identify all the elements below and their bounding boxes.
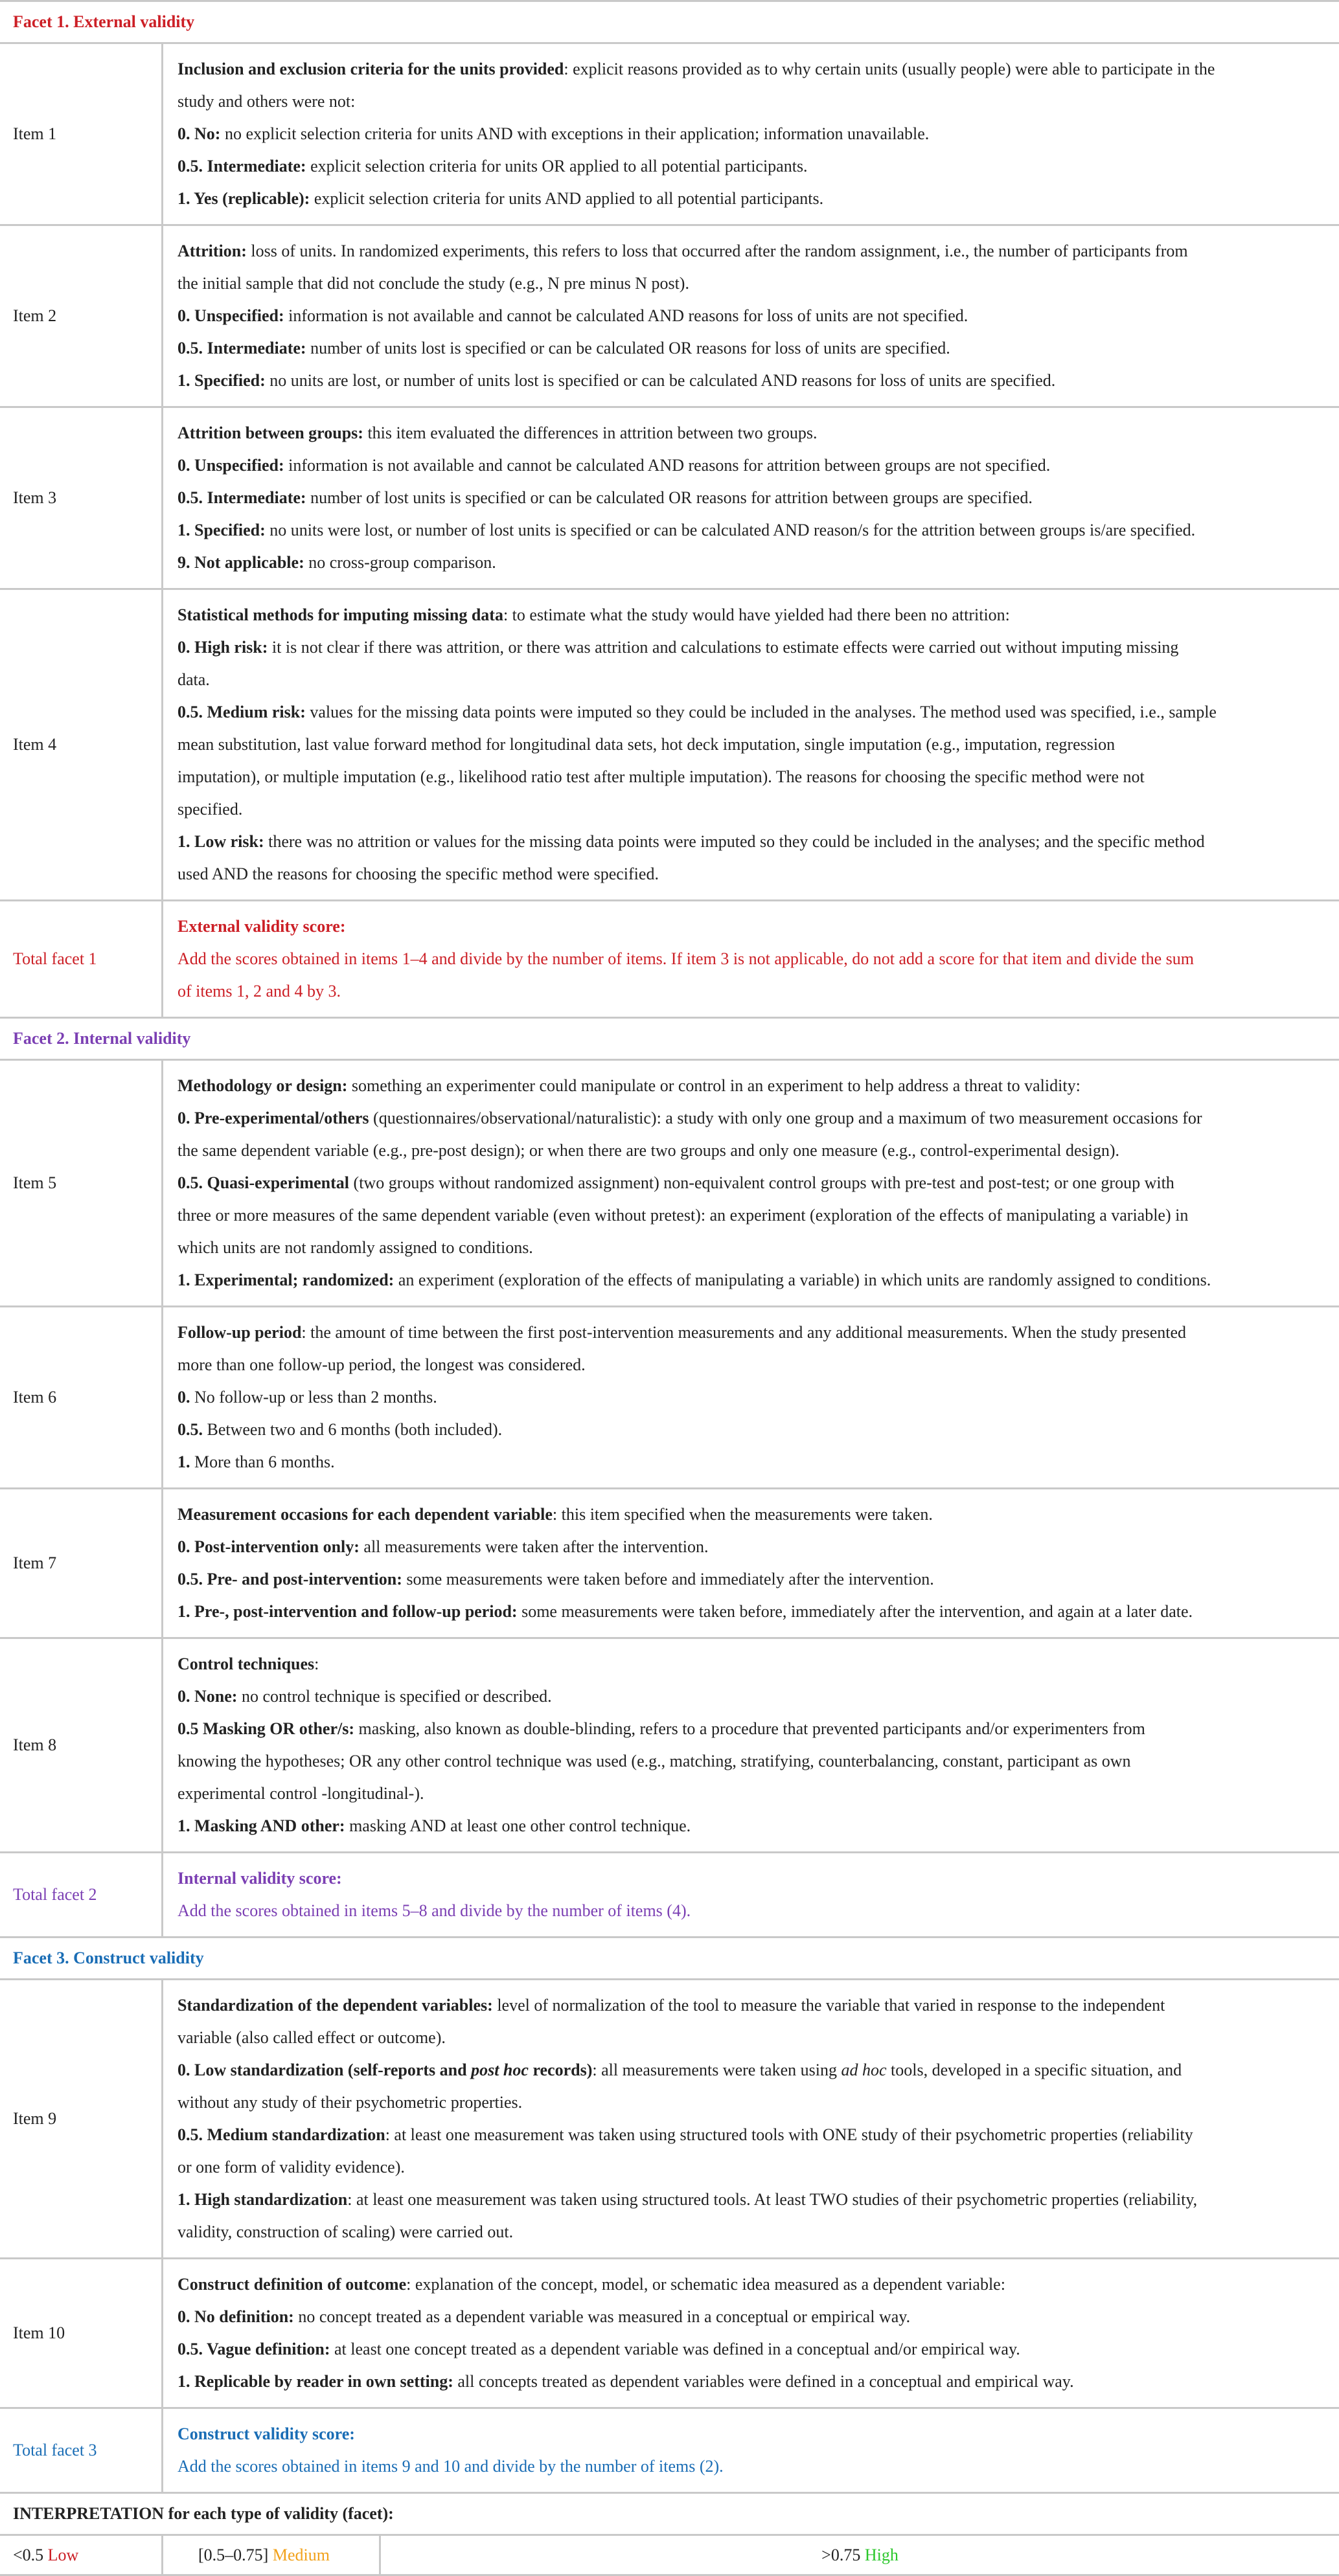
- text-line: [177, 235, 1330, 267]
- text-segment: variable (also called effect or outcome).: [177, 2028, 446, 2047]
- text-line: [177, 1531, 1330, 1563]
- text-line: [177, 2418, 1330, 2450]
- item-row: [0, 590, 1339, 901]
- text-segment: 1. Low risk:: [177, 832, 264, 851]
- text-line: [177, 150, 1330, 183]
- text-segment: 1. Specified:: [177, 371, 266, 390]
- text-segment: the initial sample that did not conclude the study (e.g., N pre minus N post).: [177, 274, 689, 293]
- text-segment: 0. No definition:: [177, 2307, 294, 2326]
- text-segment: Construct definition of outcome: [177, 2275, 407, 2294]
- text-line: [177, 2151, 1330, 2184]
- text-line: [177, 1232, 1330, 1264]
- text-segment: External validity score:: [177, 917, 346, 936]
- text-segment: Standardization of the dependent variables:: [177, 1996, 493, 2015]
- text-line: [177, 1070, 1330, 1102]
- text-line: [177, 365, 1330, 397]
- text-segment: 0.5 Masking OR other/s:: [177, 1719, 354, 1738]
- item-label: Item 7: [0, 1489, 163, 1637]
- item-description: [163, 2259, 1339, 2407]
- text-segment: information is not available and cannot be calculated AND reasons for loss of units are not specified.: [284, 306, 968, 325]
- item-label: Item 4: [0, 590, 163, 899]
- item-row: [0, 1307, 1339, 1489]
- text-segment: Attrition between groups:: [177, 424, 363, 442]
- facet2-total-label: Total facet 2: [0, 1853, 163, 1936]
- text-line: [177, 1316, 1330, 1349]
- text-segment: (two groups without randomized assignment) non-equivalent control groups with pre-test and post-test; or one group with: [349, 1173, 1174, 1192]
- text-segment: validity, construction of scaling) were carried out.: [177, 2222, 514, 2241]
- text-segment: no units were lost, or number of lost units is specified or can be calculated AND reason/s for the attrition between groups is/are specified.: [265, 521, 1196, 539]
- facet2-items: [0, 1061, 1339, 1853]
- text-segment: no control technique is specified or described.: [237, 1687, 552, 1706]
- item-label: Item 1: [0, 44, 163, 224]
- interp-low-range: <0.5: [13, 2545, 44, 2564]
- text-segment: : this item specified when the measurements were taken.: [552, 1505, 933, 1524]
- text-line: [177, 1414, 1330, 1446]
- text-segment: 1. Specified:: [177, 521, 266, 539]
- item-description: [163, 1980, 1339, 2257]
- text-line: [177, 267, 1330, 300]
- text-segment: more than one follow-up period, the longest was considered.: [177, 1355, 586, 1374]
- text-segment: number of units lost is specified or can be calculated OR reasons for loss of units are specified.: [306, 339, 950, 357]
- text-segment: 0. No:: [177, 124, 221, 143]
- text-segment: : all measurements were taken using: [592, 2061, 841, 2079]
- text-line: [177, 85, 1330, 118]
- text-line: [177, 599, 1330, 631]
- text-segment: 1. High standardization: [177, 2190, 348, 2209]
- text-line: [177, 1446, 1330, 1478]
- facet2-title: Facet 2. Internal validity: [13, 1029, 191, 1048]
- text-segment: 0. High risk:: [177, 638, 268, 657]
- text-segment: 0.5. Intermediate:: [177, 157, 306, 175]
- text-segment: 0. Low standardization (self-reports and: [177, 2061, 472, 2079]
- text-line: [177, 482, 1330, 514]
- text-line: [177, 793, 1330, 826]
- text-line: [177, 1102, 1330, 1135]
- facet3-total-text: [163, 2409, 1339, 2492]
- text-segment: : explicit reasons provided as to why certain units (usually people) were able to participate in the: [564, 60, 1215, 78]
- text-line: [177, 2054, 1330, 2086]
- text-segment: 9. Not applicable:: [177, 553, 304, 572]
- interp-medium-range: [0.5–0.75]: [198, 2545, 269, 2564]
- text-line: [177, 2366, 1330, 2398]
- text-segment: 0. Unspecified:: [177, 456, 284, 475]
- text-segment: Internal validity score:: [177, 1869, 342, 1888]
- text-segment: masking AND at least one other control technique.: [345, 1816, 691, 1835]
- facet1-total-text: [163, 901, 1339, 1017]
- text-segment: 0.5. Quasi-experimental: [177, 1173, 350, 1192]
- text-segment: 0.5. Medium standardization: [177, 2125, 385, 2144]
- text-segment: 0. Unspecified:: [177, 306, 284, 325]
- text-segment: loss of units. In randomized experiments, this refers to loss that occurred after the random assignment, i.e., the number of participants from: [246, 242, 1188, 260]
- text-line: [177, 1135, 1330, 1167]
- item-label: Item 3: [0, 408, 163, 588]
- text-segment: : explanation of the concept, model, or schematic idea measured as a dependent variable:: [406, 2275, 1005, 2294]
- text-segment: it is not clear if there was attrition, or there was attrition and calculations to estimate effects were carried out without imputing missing: [268, 638, 1179, 657]
- item-label: Item 8: [0, 1639, 163, 1851]
- text-line: [177, 696, 1330, 729]
- item-label: Item 6: [0, 1307, 163, 1487]
- text-line: [177, 1264, 1330, 1296]
- text-segment: Inclusion and exclusion criteria for the units provided: [177, 60, 564, 78]
- text-segment: data.: [177, 670, 210, 689]
- text-line: [177, 2216, 1330, 2248]
- interp-low-label: Low: [47, 2545, 79, 2564]
- text-segment: : at least one measurement was taken using structured tools with ONE study of their psychometric properties (reliability: [385, 2125, 1193, 2144]
- text-segment: Between two and 6 months (both included).: [203, 1420, 503, 1439]
- interp-low-cell: [0, 2536, 163, 2574]
- text-line: [177, 449, 1330, 482]
- facet3-total-row: [0, 2409, 1339, 2494]
- text-segment: Attrition:: [177, 242, 247, 260]
- text-segment: 0.5.: [177, 1420, 203, 1439]
- text-segment: Construct validity score:: [177, 2424, 355, 2443]
- text-line: [177, 2022, 1330, 2054]
- text-line: [177, 826, 1330, 858]
- text-segment: something an experimenter could manipulate or control in an experiment to help address a threat to validity:: [347, 1076, 1081, 1095]
- text-segment: 1. Masking AND other:: [177, 1816, 345, 1835]
- text-segment: 1. Yes (replicable):: [177, 189, 310, 208]
- text-segment: values for the missing data points were imputed so they could be included in the analyses. The method used was specified, i.e., sample: [305, 703, 1217, 721]
- text-line: [177, 631, 1330, 664]
- text-segment: imputation), or multiple imputation (e.g., likelihood ratio test after multiple imputation). The reasons for choosing the specific method were not: [177, 767, 1145, 786]
- facet1-header-row: [0, 0, 1339, 44]
- item-description: [163, 408, 1339, 588]
- text-segment: an experiment (exploration of the effects of manipulating a variable) in which units are randomly assigned to conditions.: [394, 1271, 1211, 1289]
- text-segment: ad hoc: [841, 2061, 887, 2079]
- item-description: [163, 1639, 1339, 1851]
- text-segment: 0.5. Vague definition:: [177, 2340, 330, 2358]
- text-segment: of items 1, 2 and 4 by 3.: [177, 982, 341, 1000]
- text-segment: 0.: [177, 1388, 190, 1407]
- text-line: [177, 183, 1330, 215]
- text-line: [177, 2301, 1330, 2333]
- text-segment: some measurements were taken before and immediately after the intervention.: [402, 1570, 934, 1588]
- text-line: [177, 1745, 1330, 1778]
- text-segment: this item evaluated the differences in attrition between two groups.: [363, 424, 818, 442]
- text-line: [177, 514, 1330, 547]
- item-description: [163, 226, 1339, 406]
- facet3-title: Facet 3. Construct validity: [13, 1949, 204, 1967]
- text-line: [177, 1713, 1330, 1745]
- text-segment: all concepts treated as dependent variables were defined in a conceptual and empirical way.: [453, 2372, 1074, 2391]
- text-segment: More than 6 months.: [190, 1452, 335, 1471]
- text-line: [177, 118, 1330, 150]
- text-line: [177, 1498, 1330, 1531]
- text-segment: 0. Pre-experimental/others: [177, 1109, 369, 1127]
- text-segment: three or more measures of the same dependent variable (even without pretest): an experiment (exploration of the effects of manipulating a variable) in: [177, 1206, 1189, 1225]
- interpretation-header-row: [0, 2494, 1339, 2536]
- item-description: [163, 44, 1339, 224]
- text-segment: number of lost units is specified or can be calculated OR reasons for attrition between groups are specified.: [306, 488, 1033, 507]
- text-line: [177, 2333, 1330, 2366]
- text-segment: explicit selection criteria for units AND applied to all potential participants.: [310, 189, 824, 208]
- text-segment: Statistical methods for imputing missing data: [177, 605, 503, 624]
- text-segment: 1. Pre-, post-intervention and follow-up period:: [177, 1602, 518, 1621]
- text-segment: 0.5. Intermediate:: [177, 488, 306, 507]
- item-description: [163, 1061, 1339, 1305]
- text-segment: the same dependent variable (e.g., pre-post design); or when there are two groups and only one measure (e.g., control-experimental design).: [177, 1141, 1120, 1160]
- item-row: [0, 1061, 1339, 1307]
- text-line: [177, 300, 1330, 332]
- text-line: [177, 1167, 1330, 1199]
- text-line: [177, 910, 1330, 943]
- text-line: [177, 1680, 1330, 1713]
- text-segment: : the amount of time between the first post-intervention measurements and any additional measurements. When the study presented: [301, 1323, 1187, 1342]
- interpretation-title: INTERPRETATION for each type of validity (facet):: [13, 2504, 394, 2523]
- text-segment: Measurement occasions for each dependent variable: [177, 1505, 553, 1524]
- text-segment: all measurements were taken after the intervention.: [359, 1537, 709, 1556]
- text-segment: without any study of their psychometric properties.: [177, 2093, 523, 2112]
- item-row: [0, 1980, 1339, 2259]
- text-line: [177, 417, 1330, 449]
- interp-high-cell: [381, 2536, 1339, 2574]
- text-segment: no concept treated as a dependent variable was measured in a conceptual or empirical way.: [293, 2307, 911, 2326]
- text-segment: 0. None:: [177, 1687, 238, 1706]
- item-row: [0, 1639, 1339, 1853]
- text-segment: Methodology or design:: [177, 1076, 348, 1095]
- text-segment: at least one concept treated as a dependent variable was defined in a conceptual and/or empirical way.: [330, 2340, 1020, 2358]
- text-line: [177, 1648, 1330, 1680]
- text-line: [177, 2450, 1330, 2483]
- facet1-title: Facet 1. External validity: [13, 12, 195, 31]
- text-segment: 0.5. Intermediate:: [177, 339, 306, 357]
- text-segment: 1. Replicable by reader in own setting:: [177, 2372, 453, 2391]
- text-segment: Add the scores obtained in items 9 and 10 and divide by the number of items (2).: [177, 2457, 724, 2476]
- text-segment: no units are lost, or number of units lost is specified or can be calculated AND reasons for loss of units are specified.: [265, 371, 1056, 390]
- text-segment: No follow-up or less than 2 months.: [190, 1388, 437, 1407]
- text-segment: masking, also known as double-blinding, refers to a procedure that prevented participants and/or experimenters from: [354, 1719, 1145, 1738]
- facet1-total-label: Total facet 1: [0, 901, 163, 1017]
- item-label: Item 2: [0, 226, 163, 406]
- item-description: [163, 590, 1339, 899]
- item-description: [163, 1489, 1339, 1637]
- facet1-total-row: [0, 901, 1339, 1019]
- text-line: [177, 1596, 1330, 1628]
- text-line: [177, 858, 1330, 890]
- text-segment: 0.5. Pre- and post-intervention:: [177, 1570, 402, 1588]
- text-line: [177, 547, 1330, 579]
- text-segment: tools, developed in a specific situation, and: [886, 2061, 1182, 2079]
- text-line: [177, 975, 1330, 1008]
- item-label: Item 5: [0, 1061, 163, 1305]
- text-line: [177, 2184, 1330, 2216]
- text-segment: experimental control -longitudinal-).: [177, 1784, 424, 1803]
- text-line: [177, 1199, 1330, 1232]
- text-segment: post hoc: [471, 2061, 529, 2079]
- text-line: [177, 53, 1330, 85]
- text-segment: :: [314, 1655, 319, 1673]
- text-segment: which units are not randomly assigned to conditions.: [177, 1238, 533, 1257]
- text-segment: mean substitution, last value forward method for longitudinal data sets, hot deck imputation, single imputation (e.g., imputation, regression: [177, 735, 1116, 754]
- text-line: [177, 1862, 1330, 1895]
- text-segment: no explicit selection criteria for units AND with exceptions in their application; information unavailable.: [220, 124, 930, 143]
- text-segment: no cross-group comparison.: [304, 553, 496, 572]
- text-segment: records): [528, 2061, 593, 2079]
- text-segment: information is not available and cannot be calculated AND reasons for attrition between groups are not specified.: [284, 456, 1051, 475]
- text-segment: knowing the hypotheses; OR any other control technique was used (e.g., matching, stratifying, counterbalancing, constant, participant as own: [177, 1752, 1131, 1770]
- interp-medium-label: Medium: [272, 2545, 330, 2564]
- facet3-header-row: [0, 1938, 1339, 1980]
- text-segment: Follow-up period: [177, 1323, 302, 1342]
- text-segment: study and others were not:: [177, 92, 356, 111]
- text-segment: 1. Experimental; randomized:: [177, 1271, 395, 1289]
- item-description: [163, 1307, 1339, 1487]
- text-segment: there was no attrition or values for the missing data points were imputed so they could be included in the analyses; and the specific method: [264, 832, 1205, 851]
- item-row: [0, 44, 1339, 226]
- text-segment: explicit selection criteria for units OR applied to all potential participants.: [306, 157, 808, 175]
- text-segment: : at least one measurement was taken using structured tools. At least TWO studies of their psychometric properties (reliability,: [347, 2190, 1198, 2209]
- item-label: Item 9: [0, 1980, 163, 2257]
- facet3-total-label: Total facet 3: [0, 2409, 163, 2492]
- text-line: [177, 664, 1330, 696]
- text-segment: or one form of validity evidence).: [177, 2158, 405, 2176]
- text-line: [177, 761, 1330, 793]
- facet2-header-row: [0, 1019, 1339, 1061]
- facet3-items: [0, 1980, 1339, 2409]
- item-row: [0, 408, 1339, 590]
- text-segment: 0.5. Medium risk:: [177, 703, 306, 721]
- text-line: [177, 2268, 1330, 2301]
- interp-high-label: High: [864, 2545, 898, 2564]
- text-segment: Add the scores obtained in items 1–4 and divide by the number of items. If item 3 is not applicable, do not add a score for that item and divide the sum: [177, 949, 1195, 968]
- text-line: [177, 1895, 1330, 1927]
- item-row: [0, 1489, 1339, 1639]
- text-segment: level of normalization of the tool to measure the variable that varied in response to the independent: [492, 1996, 1165, 2015]
- text-segment: Add the scores obtained in items 5–8 and divide by the number of items (4).: [177, 1901, 691, 1920]
- text-line: [177, 2086, 1330, 2119]
- text-line: [177, 943, 1330, 975]
- item-row: [0, 226, 1339, 408]
- text-segment: (questionnaires/observational/naturalistic): a study with only one group and a maximum of two measurement occasions for: [369, 1109, 1202, 1127]
- facet2-total-text: [163, 1853, 1339, 1936]
- text-line: [177, 2119, 1330, 2151]
- text-segment: specified.: [177, 800, 243, 819]
- text-line: [177, 1989, 1330, 2022]
- text-line: [177, 1810, 1330, 1842]
- text-line: [177, 1381, 1330, 1414]
- text-segment: : to estimate what the study would have yielded had there been no attrition:: [503, 605, 1010, 624]
- interpretation-row: [0, 2536, 1339, 2576]
- facet2-total-row: [0, 1853, 1339, 1938]
- item-row: [0, 2259, 1339, 2409]
- text-line: [177, 1563, 1330, 1596]
- text-segment: some measurements were taken before, immediately after the intervention, and again at a later date.: [517, 1602, 1193, 1621]
- text-segment: 0. Post-intervention only:: [177, 1537, 360, 1556]
- text-line: [177, 1778, 1330, 1810]
- facet1-items: [0, 44, 1339, 901]
- interp-high-range: >0.75: [821, 2545, 861, 2564]
- text-segment: 1.: [177, 1452, 190, 1471]
- text-line: [177, 332, 1330, 365]
- text-segment: Control techniques: [177, 1655, 315, 1673]
- item-label: Item 10: [0, 2259, 163, 2407]
- text-segment: used AND the reasons for choosing the specific method were specified.: [177, 864, 659, 883]
- interp-medium-cell: [163, 2536, 381, 2574]
- text-line: [177, 1349, 1330, 1381]
- text-line: [177, 729, 1330, 761]
